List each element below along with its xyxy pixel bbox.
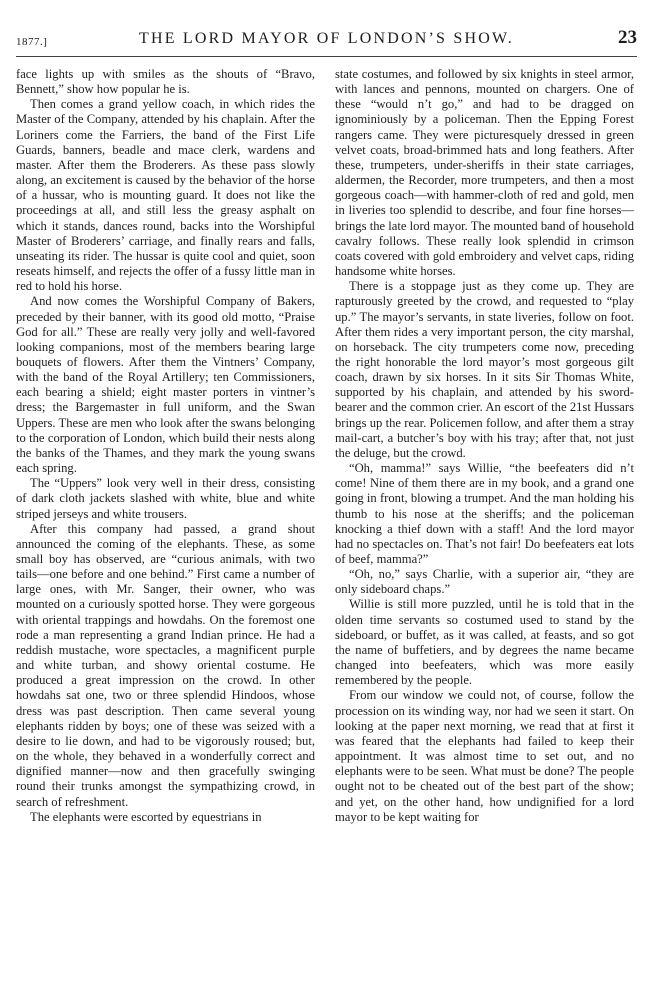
paragraph: Willie is still more puzzled, until he is told that in the olden time servants so costumed used to stand by the sideboard, or buffet, as it was called, at feasts, and so got the name of buffetiers, and by degrees the name became changed into beefeaters, which was more easily remembered by the people. xyxy=(335,597,634,688)
paragraph: Then comes a grand yellow coach, in which rides the Master of the Company, attended by his chaplain. After the Loriners come the Farriers, the band of the First Life Guards, banners, beadle and mace clerk, wardens and master. After them the Broderers. As these pass slowly along, an excitement is caused by the behavior of the horse of a hussar, who is mounting guard. It does not like the proceedings at all, and still less the greasy asphalt on which it stands, dances round, backs into the Worshipful Master of Broderers’ carriage, and finally rears and falls, unseating its rider. The hussar is quite cool and quiet, soon reseats himself, and rejects the offer of a fussy little man in red to hold his horse. xyxy=(16,97,315,294)
paragraph: The elephants were escorted by equestrians in xyxy=(30,809,262,824)
paragraph: And now comes the Worshipful Company of Bakers, preceded by their banner, with its good old motto, “Praise God for all.” These are really very jolly and well-favored looking companions, most of the members bearing large bouquets of flowers. After them the Vintners’ Company, with the band of the Royal Artillery; ten Commissioners, each bearing a shield; eight master porters in vintner’s dress; the Bargemaster in full uniform, and the Swan Uppers. These are men who look after the swans belonging to the corporation of London, which build their nests along the banks of the Thames, and they mark the young swans each spring. xyxy=(16,294,315,476)
paragraph: state costumes, and followed by six knights in steel armor, with lances and pennons, mounted on chargers. One of these “would n’t go,” and had to be dragged on ignominiously by a policeman. Then the Epping Forest rangers came. They were picturesquely dressed in green velvet coats, broad-brimmed hats and long feathers. After these, trumpeters, under-sheriffs in their state carriages, aldermen, the Recorder, more trumpeters, and then a most gorgeous coach—with hammer-cloth of red and gold, men in liveries too splendid to describe, and four fine horses—brings the late lord mayor. The mounted band of household cavalry follows. These really look splendid in crimson coats covered with gold embroidery and velvet caps, riding handsome white horses. xyxy=(335,67,634,279)
running-header xyxy=(16,27,637,57)
paragraph: The “Uppers” look very well in their dress, consisting of dark cloth jackets slashed with white, blue and white striped jerseys and white trousers. xyxy=(16,476,315,521)
left-column xyxy=(16,67,315,825)
paragraph: After this company had passed, a grand shout announced the coming of the elephants. These, as some small boy has observed, are “curious animals, with two tails—one before and one behind.” First came a number of large ones, with Mr. Sanger, their owner, who was mounted on a curiously spotted horse. They were gorgeous with oriental trappings and howdahs. On the foremost one rode a man representing a grand Indian prince. He had a reddish mustache, wore spectacles, a magnificent purple and white turban, and showy oriental costume. He produced a great impression on the crowd. In other howdahs sat one, two or three splendid Hindoos, whose dress was past description. Then came several young elephants ridden by boys; one of these was seized with a desire to lie down, and had to be vigorously roused; but, on the whole, they behaved in a wonderfully correct and dignified manner—now and then gracefully swinging round their trunks amongst the sympathizing crowd, in search of refreshment. xyxy=(16,521,315,809)
header-year: 1877.] xyxy=(16,36,48,48)
header-title: THE LORD MAYOR OF LONDON’S SHOW. xyxy=(138,30,515,47)
paragraph: There is a stoppage just as they come up. They are rapturously greeted by the crowd, and requested to “play up.” The mayor’s servants, in state liveries, follow on foot. After them rides a very important person, the city marshal, on horseback. The city trumpeters come now, preceding the right honorable the lord mayor’s most gorgeous gilt coach, drawn by six horses. In it sits Sir Thomas White, supported by his chaplain, and attended by his sword-bearer and the common crier. An escort of the 21st Hussars brings up the rear. Policemen follow, and after them a stray mail-cart, a butcher’s boy with his tray; after that, not just the deluge, but the crowd. xyxy=(335,279,634,460)
right-column xyxy=(335,67,634,825)
paragraph: From our window we could not, of course, follow the procession on its winding way, nor had we seen it start. On looking at the paper next morning, we read that at first it was feared that the elephants had failed to keep their appointment. It was almost time to set out, and no elephants were to be seen. What must be done? The people ought not to be cheated out of the best part of the show; and yet, on the other hand, how undignified for a lord mayor to be kept waiting for xyxy=(335,688,634,824)
paragraph: “Oh, mamma!” says Willie, “the beefeaters did n’t come! Nine of them there are in my book, and a grand one going in front, blowing a trumpet. And the man holding his thumb to his nose at the sheriffs; and the policeman knocking a thief down with a staff! And the lord mayor had no spectacles on. That’s not fair! Do beefeaters eat lots of beef, mamma?” xyxy=(335,461,634,566)
paragraph: face lights up with smiles as the shouts of “Bravo, Bennett,” show how popular he is. xyxy=(16,67,315,97)
page-number: 23 xyxy=(618,27,637,48)
paragraph: “Oh, no,” says Charlie, with a superior air, “they are only sideboard chaps.” xyxy=(335,567,634,597)
